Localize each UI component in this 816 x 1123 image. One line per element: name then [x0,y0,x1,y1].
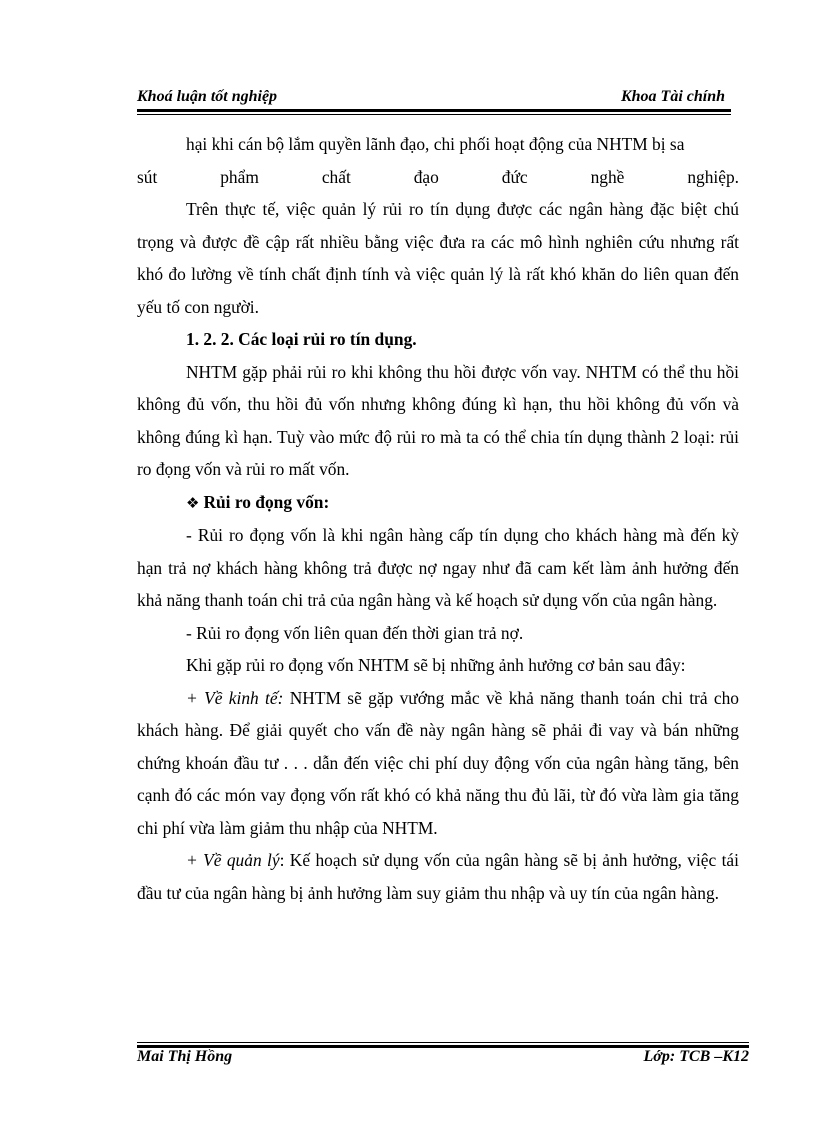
paragraph-1-line-1: hại khi cán bộ lắm quyền lãnh đạo, chi phối hoạt động của NHTM bị sa [186,134,685,154]
bullet-heading [137,486,739,520]
paragraph-7-text: NHTM sẽ gặp vướng mắc về khả năng thanh toán chi trả cho khách hàng. Để giải quyết cho vấn đề này ngân hàng sẽ phải đi vay và bán những chứng khoán đầu tư . . . dẫn đến việc chi phí duy động vốn của ngân hàng tăng, bên cạnh đó các món vay đọng vốn rất khó có khả năng thu đủ lãi, từ đó vừa làm gia tăng chi phí vừa làm giảm thu nhập của NHTM. [137,687,739,838]
management-label: + Về quản lý [186,850,280,870]
paragraph-3: NHTM gặp phải rủi ro khi không thu hồi được vốn vay. NHTM có thể thu hồi không đủ vốn, thu hồi đủ vốn nhưng không đúng kì hạn, thu hồi không đủ vốn và không đúng kì hạn. Tuỳ vào mức độ rủi ro mà ta có thể chia tín dụng thành 2 loại: rủi ro đọng vốn và rủi ro mất vốn. [137,361,739,479]
paragraph-7 [137,682,739,845]
paragraph-6: Khi gặp rủi ro đọng vốn NHTM sẽ bị những ảnh hưởng cơ bản sau đây: [186,655,686,675]
paragraph-2: Trên thực tế, việc quản lý rủi ro tín dụng được các ngân hàng đặc biệt chú trọng và được đề cập rất nhiều bằng việc đưa ra các mô hình nghiên cứu nhưng rất khó đo lường về tính chất định tính và việc quản lý là rất khó khăn do liên quan đến yếu tố con người. [137,199,739,317]
page-footer [137,1048,749,1072]
section-heading: 1. 2. 2. Các loại rủi ro tín dụng. [186,329,417,349]
footer-class: Lớp: TCB –K12 [643,1048,749,1065]
header-thesis-title: Khoá luận tốt nghiệp [137,88,278,105]
page-header [137,86,731,110]
page-content [137,128,739,909]
economics-label: + Về kinh tế: [186,687,284,708]
header-faculty: Khoa Tài chính [620,88,725,105]
paragraph-4: - Rủi ro đọng vốn là khi ngân hàng cấp tín dụng cho khách hàng mà đến kỳ hạn trả nợ khách hàng không trả được nợ ngay như đã cam kết làm ảnh hưởng đến khả năng thanh toán chi trả của ngân hàng và kế hoạch sử dụng vốn của ngân hàng. [137,525,739,610]
paragraph-8-text: : Kế hoạch sử dụng vốn của ngân hàng sẽ bị ảnh hưởng, việc tái đầu tư của ngân hàng bị ảnh hưởng làm suy giảm thu nhập và uy tín của ngân hàng. [137,850,739,903]
footer-author: Mai Thị Hồng [137,1048,233,1065]
header-rule [137,109,731,115]
paragraph-8 [137,844,739,909]
bullet-heading-text: Rủi ro đọng vốn: [203,491,330,512]
paragraph-1-line-2: sút phẩm chất đạo đức nghề nghiệp. [137,166,739,187]
diamond-bullet-icon: ❖ [186,493,200,512]
paragraph-5: - Rủi ro đọng vốn liên quan đến thời gian trả nợ. [186,622,524,643]
